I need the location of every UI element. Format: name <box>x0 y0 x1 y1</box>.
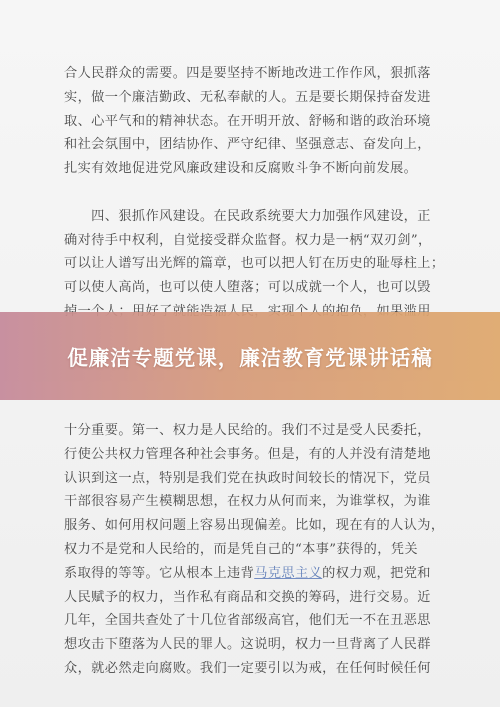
text-line: 扎实有效地促进党风廉政建设和反腐败斗争不断向前发展。 <box>64 161 418 177</box>
text-line: 几年，全国共查处了十几位省部级高官，他们无一不在丑恶思 <box>64 613 431 629</box>
text-line <box>64 181 446 205</box>
text-line: 十分重要。第一、权力是人民给的。我们不过是受人民委托， <box>64 422 431 438</box>
text-line <box>64 562 446 586</box>
text-line: 实，做一个廉洁勤政、无私奉献的人。五是要长期保持奋发进 <box>64 89 431 105</box>
text-line: 认识到这一点，特别是我们党在执政时间较长的情况下，党员 <box>64 470 431 486</box>
page-title: 促廉洁专题党课，廉洁教育党课讲话稿 <box>67 346 433 370</box>
text-line: 行使公共权力管理各种社会事务。但是，有的人并没有清楚地 <box>64 446 431 462</box>
text-line: 和社会氛围中，团结协作、严守纪律、坚强意志、奋发向上， <box>64 137 431 153</box>
title-banner <box>0 312 500 400</box>
text-segment: 的权力观，把党和 <box>322 565 431 581</box>
marxism-link[interactable]: 马克思主义 <box>254 565 323 581</box>
text-line: 想攻击下堕落为人民的罪人。这说明，权力一旦背离了人民群 <box>64 637 431 653</box>
text-line: 人民赋予的权力，当作私有商品和交换的筹码，进行交易。近 <box>64 589 431 605</box>
text-line: 取、心平气和的精神状态。在开明开放、舒畅和谐的政治环境 <box>64 113 431 129</box>
text-line: 合人民群众的需要。四是要坚持不断地改进工作作风，狠抓落 <box>64 66 431 81</box>
text-line: 四、狠抓作风建设。在民政系统要大力加强作风建设，正 <box>64 208 431 224</box>
text-line: 权力不是党和人民给的，而是凭自己的“本事”获得的，凭关 <box>64 541 418 557</box>
text-line: 可以使人高尚，也可以使人堕落；可以成就一个人，也可以毁 <box>64 280 431 296</box>
text-segment: 系取得的等等。它从根本上违背 <box>64 565 255 581</box>
text-line: 确对待手中权利，自觉接受群众监督。权力是一柄“双刃剑”， <box>64 232 432 248</box>
text-line: 可以让人谱写出光辉的篇章，也可以把人钉在历史的耻辱柱上； <box>64 256 445 272</box>
text-line: 干部很容易产生模糊思想，在权力从何而来，为谁掌权，为谁 <box>64 494 431 510</box>
text-line: 服务、如何用权问题上容易出现偏差。比如，现在有的人认为， <box>64 518 445 534</box>
text-line: 众，就必然走向腐败。我们一定要引以为戒，在任何时候任何 <box>64 660 431 676</box>
